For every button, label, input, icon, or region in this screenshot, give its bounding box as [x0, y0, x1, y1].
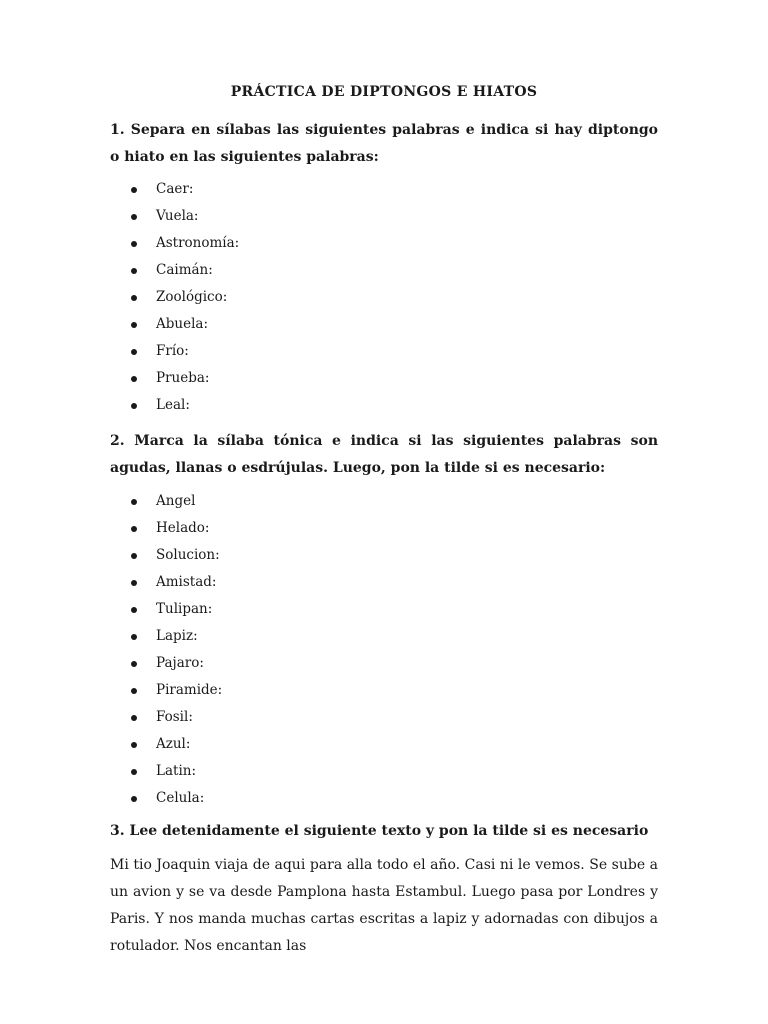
list-item [110, 596, 222, 623]
list-item-label: Leal: [156, 397, 190, 413]
list-item-label: Frío: [156, 343, 189, 359]
list-item-label: Lapiz: [156, 628, 198, 644]
list-item [110, 623, 222, 650]
page-title: PRÁCTICA DE DIPTONGOS E HIATOS [230, 84, 538, 100]
bullet-icon [131, 349, 137, 355]
list-item-label: Pajaro: [156, 655, 204, 671]
list-item [110, 257, 239, 284]
list-item [110, 542, 222, 569]
list-item-label: Caimán: [156, 262, 213, 278]
bullet-icon [131, 376, 137, 382]
list-item-label: Prueba: [156, 370, 210, 386]
question-1-list [110, 176, 239, 419]
bullet-icon [131, 580, 137, 586]
bullet-icon [131, 607, 137, 613]
bullet-icon [131, 499, 137, 505]
question-1-heading: 1. Separa en sílabas las siguientes palabras e indica si hay diptongo o hiato en las siguientes palabras: [110, 122, 658, 165]
question-2-list [110, 488, 222, 812]
bullet-icon [131, 241, 137, 247]
list-item-label: Vuela: [156, 208, 199, 224]
bullet-icon [131, 553, 137, 559]
bullet-icon [131, 403, 137, 409]
list-item [110, 230, 239, 257]
bullet-icon [131, 322, 137, 328]
list-item [110, 650, 222, 677]
list-item-label: Fosil: [156, 709, 193, 725]
bullet-icon [131, 526, 137, 532]
list-item-label: Amistad: [156, 574, 217, 590]
list-item [110, 731, 222, 758]
question-3-text: Mi tio Joaquin viaja de aqui para alla todo el año. Casi ni le vemos. Se sube a un avion y se va desde Pamplona hasta Estambul. Luego pasa por Londres y Paris. Y nos manda muchas cartas escritas a lapiz y adornadas con dibujos a rotulador. Nos encantan las [110, 857, 658, 954]
list-item [110, 311, 239, 338]
list-item-label: Azul: [156, 736, 191, 752]
list-item-label: Solucion: [156, 547, 220, 563]
list-item-label: Tulipan: [156, 601, 213, 617]
list-item-label: Zoológico: [156, 289, 228, 305]
list-item [110, 338, 239, 365]
list-item [110, 203, 239, 230]
list-item-label: Helado: [156, 520, 210, 536]
list-item [110, 392, 239, 419]
bullet-icon [131, 715, 137, 721]
bullet-icon [131, 634, 137, 640]
list-item-label: Latin: [156, 763, 196, 779]
bullet-icon [131, 268, 137, 274]
bullet-icon [131, 187, 137, 193]
list-item-label: Piramide: [156, 682, 223, 698]
question-3-heading: 3. Lee detenidamente el siguiente texto y pon la tilde si es necesario [110, 823, 649, 839]
bullet-icon [131, 796, 137, 802]
list-item [110, 284, 239, 311]
list-item [110, 488, 222, 515]
list-item [110, 758, 222, 785]
question-2-heading: 2. Marca la sílaba tónica e indica si las siguientes palabras son agudas, llanas o esdrújulas. Luego, pon la tilde si es necesario: [110, 433, 658, 476]
list-item [110, 569, 222, 596]
bullet-icon [131, 742, 137, 748]
list-item-label: Abuela: [156, 316, 208, 332]
bullet-icon [131, 214, 137, 220]
list-item-label: Astronomía: [156, 235, 240, 251]
list-item [110, 704, 222, 731]
bullet-icon [131, 295, 137, 301]
bullet-icon [131, 688, 137, 694]
list-item [110, 677, 222, 704]
list-item-label: Caer: [156, 181, 194, 197]
list-item [110, 515, 222, 542]
bullet-icon [131, 769, 137, 775]
list-item-label: Angel [156, 493, 196, 509]
list-item-label: Celula: [156, 790, 205, 806]
bullet-icon [131, 661, 137, 667]
list-item [110, 365, 239, 392]
list-item [110, 176, 239, 203]
list-item [110, 785, 222, 812]
